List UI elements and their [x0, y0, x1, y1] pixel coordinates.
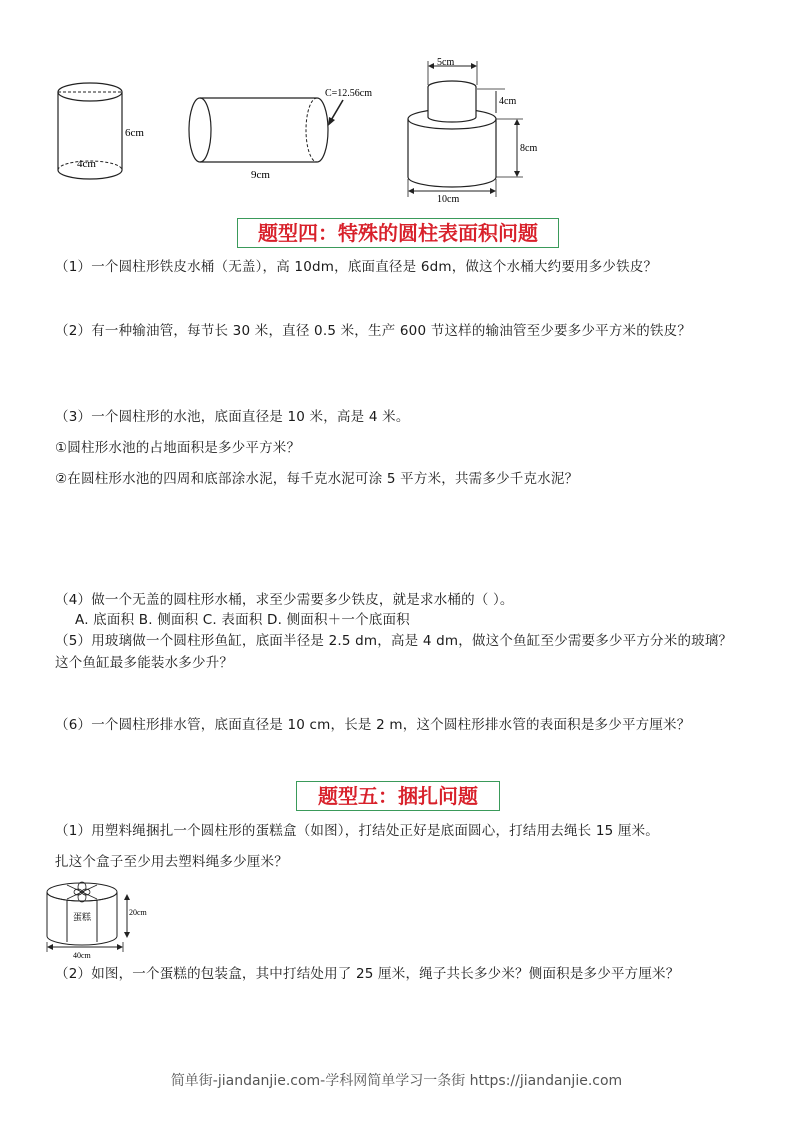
footer-watermark: 简单街-jiandanjie.com-学科网简单学习一条街 https://jiandanjie.com — [170, 1073, 623, 1089]
top-height-label: 4cm — [499, 96, 517, 107]
question-4-4-options: A. 底面积 B. 侧面积 C. 表面积 D. 侧面积＋一个底面积 — [75, 612, 410, 628]
cylinder-figure-2 — [185, 80, 385, 180]
question-4-6: （6）一个圆柱形排水管，底面直径是 10 cm，长是 2 m，这个圆柱形排水管的表面积是多少平方厘米？ — [55, 717, 691, 733]
section-5-title: 题型五：捆扎问题 — [296, 781, 500, 811]
question-4-1: （1）一个圆柱形铁皮水桶（无盖），高 10dm，底面直径是 6dm，做这个水桶大约要用多少铁皮？ — [55, 259, 658, 275]
question-5-1-line2: 扎这个盒子至少用去塑料绳多少厘米？ — [55, 854, 288, 870]
stacked-cylinder-figure — [395, 55, 555, 205]
question-4-3a: ①圆柱形水池的占地面积是多少平方米？ — [55, 440, 301, 456]
cake-diameter-label: 40cm — [73, 951, 91, 958]
diameter-label: 4cm — [77, 158, 96, 170]
cylinder-figure-1 — [55, 80, 165, 190]
section-4-title: 题型四：特殊的圆柱表面积问题 — [237, 218, 559, 248]
length-label: 9cm — [251, 169, 270, 180]
height-label: 6cm — [125, 127, 144, 139]
question-4-3b: ②在圆柱形水池的四周和底部涂水泥，每千克水泥可涂 5 平方米，共需多少千克水泥？ — [55, 471, 579, 487]
question-4-5: （5）用玻璃做一个圆柱形鱼缸，底面半径是 2.5 dm，高是 4 dm，做这个鱼缸至少需要多少平方分米的玻璃？这个鱼缸最多能装水多少升？ — [55, 633, 733, 671]
cake-box-figure — [45, 878, 165, 958]
circumference-label: C=12.56cm — [325, 88, 373, 99]
question-4-4: （4）做一个无盖的圆柱形水桶，求至少需要多少铁皮，就是求水桶的（ ）。 — [55, 592, 514, 608]
question-5-2: （2）如图，一个蛋糕的包装盒，其中打结处用了 25 厘米，绳子共长多少米？侧面积是多少平方厘米？ — [55, 966, 680, 982]
cake-height-label: 20cm — [129, 908, 147, 917]
question-4-3: （3）一个圆柱形的水池，底面直径是 10 米，高是 4 米。 — [55, 409, 410, 425]
bottom-height-label: 8cm — [520, 143, 538, 154]
question-5-1-line1: （1）用塑料绳捆扎一个圆柱形的蛋糕盒（如图），打结处正好是底面圆心，打结用去绳长 15 厘米。 — [55, 823, 659, 839]
cake-label: 蛋糕 — [73, 912, 92, 922]
bottom-diameter-label: 10cm — [437, 194, 460, 205]
top-diameter-label: 5cm — [437, 57, 455, 68]
question-4-2: （2）有一种输油管，每节长 30 米，直径 0.5 米，生产 600 节这样的输油管至少要多少平方米的铁皮？ — [55, 323, 692, 339]
